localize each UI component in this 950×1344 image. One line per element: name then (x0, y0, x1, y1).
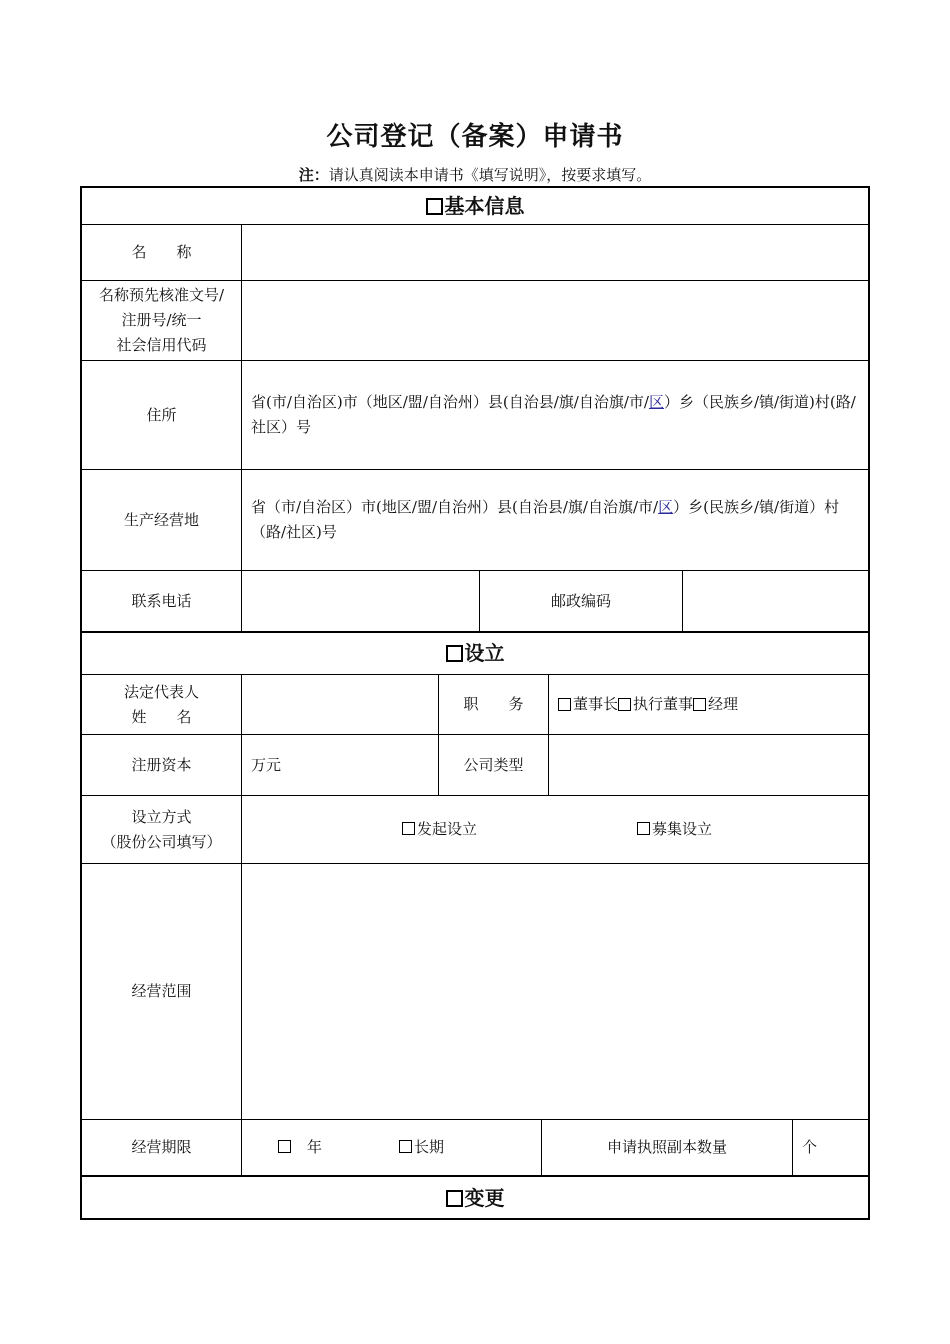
code-label (82, 281, 241, 360)
checkbox-establish[interactable] (446, 645, 463, 662)
instruction-note (0, 164, 950, 185)
production-field[interactable] (242, 470, 868, 570)
position-label-text: 职 务 (463, 695, 524, 713)
legal-rep-label (82, 675, 241, 734)
method-option-promotion[interactable] (402, 817, 477, 842)
phone-field[interactable] (242, 571, 479, 631)
legal-rep-field[interactable] (242, 675, 438, 734)
production-label-text: 生产经营地 (123, 510, 199, 529)
code-label-line-2: 注册号/统一 (121, 311, 202, 329)
method-label-line-1: 设立方式 (131, 807, 192, 826)
phone-label (82, 571, 241, 631)
copies-unit: 个 (802, 1138, 818, 1156)
capital-unit: 万元 (251, 755, 282, 774)
method-label (82, 796, 241, 863)
residence-link[interactable]: 区 (648, 393, 664, 411)
company-type-label (439, 735, 548, 795)
method-label-line-2: （股份公司填写） (101, 832, 222, 851)
checkbox-promotion[interactable] (402, 822, 415, 835)
checkbox-change[interactable] (446, 1190, 463, 1207)
checkbox-term-long[interactable] (399, 1140, 412, 1153)
scope-field[interactable] (242, 864, 868, 1119)
residence-label (82, 361, 241, 469)
option-chairman: 董事长 (573, 695, 619, 713)
method-options (242, 796, 868, 863)
method-option-offering[interactable] (637, 817, 712, 842)
postal-label (480, 571, 682, 631)
legal-rep-label-line-1: 法定代表人 (123, 682, 199, 701)
note-prefix: 注： (298, 166, 329, 184)
term-options (242, 1120, 541, 1175)
production-link[interactable]: 区 (658, 498, 674, 516)
company-type-label-text: 公司类型 (463, 755, 524, 774)
section-change-label: 变更 (464, 1186, 505, 1210)
capital-label (82, 735, 241, 795)
scope-label-text: 经营范围 (131, 982, 192, 1000)
capital-field[interactable] (242, 735, 438, 795)
copies-label-text: 申请执照副本数量 (606, 1138, 727, 1156)
copies-label (542, 1120, 792, 1175)
scope-label (82, 864, 241, 1119)
checkbox-offering[interactable] (637, 822, 650, 835)
note-text: 请认真阅读本申请书《填写说明》，按要求填写。 (328, 166, 652, 184)
page-title: 公司登记（备案）申请书 (326, 122, 624, 152)
method-option-1-text: 发起设立 (417, 820, 478, 838)
checkbox-manager[interactable] (693, 698, 706, 711)
term-option-long[interactable] (399, 1135, 444, 1160)
option-manager: 经理 (708, 695, 739, 713)
code-field[interactable] (242, 281, 868, 360)
residence-label-text: 住所 (146, 405, 177, 424)
name-label-text: 名 称 (131, 243, 192, 261)
residence-text-b: ）乡（民族乡/镇/街道)村(路/社区）号 (251, 393, 856, 436)
checkbox-basic-info[interactable] (426, 198, 443, 215)
checkbox-term-years[interactable] (278, 1140, 291, 1153)
section-establish (82, 633, 868, 674)
code-label-line-1: 名称预先核准文号/ (98, 286, 225, 304)
code-label-line-3: 社会信用代码 (116, 336, 207, 354)
production-text-b: ）乡(民族乡/镇/街道）村（路/社区)号 (251, 498, 840, 541)
option-executive-director: 执行董事 (633, 695, 694, 713)
term-year-text: 年 (307, 1138, 323, 1156)
copies-field[interactable] (793, 1120, 868, 1175)
application-form (80, 186, 870, 1220)
term-label (82, 1120, 241, 1175)
section-establish-label: 设立 (464, 641, 505, 665)
section-change (82, 1177, 868, 1220)
postal-label-text: 邮政编码 (550, 591, 611, 610)
residence-field[interactable] (242, 361, 868, 469)
method-option-2-text: 募集设立 (652, 820, 713, 838)
name-label (82, 225, 241, 280)
section-basic-info (82, 188, 868, 224)
production-text-a: 省（市/自治区）市(地区/盟/自治州）县(自治县/旗/自治旗/市/ (251, 498, 659, 516)
term-option-years[interactable] (278, 1135, 322, 1160)
legal-rep-label-line-2: 姓 名 (131, 707, 192, 726)
section-basic-info-label: 基本信息 (444, 193, 525, 218)
name-field[interactable] (242, 225, 868, 280)
checkbox-chairman[interactable] (558, 698, 571, 711)
phone-label-text: 联系电话 (131, 591, 192, 610)
checkbox-executive-director[interactable] (618, 698, 631, 711)
company-type-field[interactable] (549, 735, 868, 795)
postal-field[interactable] (683, 571, 868, 631)
production-label (82, 470, 241, 570)
capital-label-text: 注册资本 (131, 755, 192, 774)
residence-text-a: 省(市/自治区)市（地区/盟/自治州）县(自治县/旗/自治旗/市/ (251, 393, 649, 411)
term-long-text: 长期 (414, 1138, 445, 1156)
position-label (439, 675, 548, 734)
position-options (549, 675, 868, 734)
term-label-text: 经营期限 (131, 1138, 192, 1156)
